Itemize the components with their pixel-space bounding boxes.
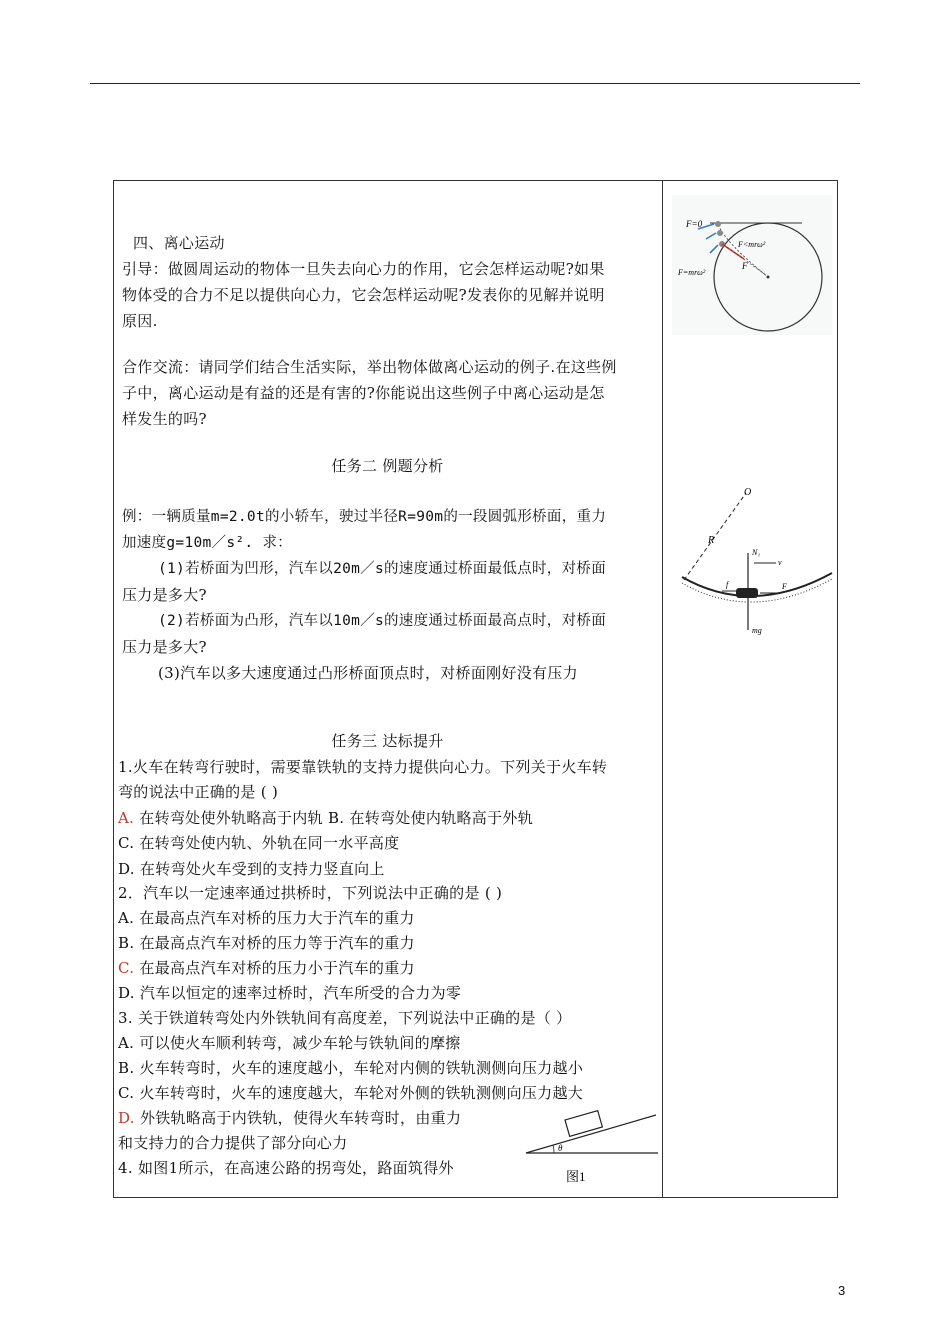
intro-line-1: 引导：做圆周运动的物体一旦失去向心力的作用，它会怎样运动呢?如果 — [122, 260, 605, 278]
coop-line-1: 合作交流：请同学们结合生活实际，举出物体做离心运动的例子.在这些例 — [122, 358, 617, 376]
figure-caption: 图1 — [566, 1169, 586, 1184]
ball-2 — [717, 230, 723, 236]
f0-label: F=0 — [686, 219, 703, 229]
q3-option-a: A. 可以使火车顺利转弯，减少车轮与铁轨间的摩擦 — [118, 1034, 461, 1052]
q3-option-d-cont: 和支持力的合力提供了部分向心力 — [118, 1134, 348, 1152]
intro-line-2: 物体受的合力不足以提供向心力，它会怎样运动呢?发表你的见解并说明 — [122, 286, 605, 304]
incline-figure — [520, 1105, 665, 1185]
example-line-4: 压力是多大? — [122, 586, 207, 604]
q3-option-d — [118, 1108, 461, 1128]
q3-stem: 3. 关于铁道转弯处内外铁轨间有高度差，下列说法中正确的是（ ） — [118, 1009, 572, 1027]
q1-stem-line-2: 弯的说法中正确的是 ( ) — [118, 783, 279, 801]
radius-line — [684, 493, 746, 580]
task3-title: 任务三 达标提升 — [331, 732, 444, 750]
q2-answer-letter: C. — [118, 959, 135, 977]
q2-option-d: D. 汽车以恒定的速率过桥时，汽车所受的合力为零 — [118, 984, 462, 1002]
q3-option-c: C. 火车转弯时，火车的速度越大，车轮对外侧的铁轨测侧向压力越大 — [118, 1084, 584, 1102]
q1-option-a — [118, 808, 533, 828]
q1-option-d: D. 在转弯处火车受到的支持力竖直向上 — [118, 860, 385, 878]
q1-stem-line-1: 1.火车在转弯行驶时，需要靠铁轨的支持力提供向心力。下列关于火车转 — [118, 758, 608, 776]
q3-option-d-text: 外铁轨略高于内铁轨，使得火车转弯时，由重力 — [139, 1109, 462, 1127]
intro-line-3: 原因. — [122, 312, 158, 330]
f-big-label: F — [782, 582, 787, 591]
f-label: F — [742, 261, 748, 271]
example-line-1: 例：一辆质量m=2.0t的小轿车，驶过半径R=90m的一段圆弧形桥面，重力 — [122, 509, 607, 525]
section4-heading: 四、离心运动 — [133, 234, 225, 252]
q1-answer-letter: A. — [118, 809, 135, 827]
q1-option-a-text: 在转弯处使外轨略高于内轨 B. 在转弯处使内轨略高于外轨 — [139, 809, 534, 827]
coop-line-3: 样发生的吗? — [122, 410, 207, 428]
q3-answer-letter: D. — [118, 1109, 135, 1127]
theta-label: θ — [558, 1143, 563, 1153]
center-point — [767, 276, 770, 279]
q2-option-c — [118, 958, 415, 978]
f-less-label: F<mrω² — [738, 240, 766, 249]
car-body — [736, 588, 758, 598]
header-rule — [90, 83, 860, 84]
task2-title: 任务二 例题分析 — [331, 457, 444, 475]
mg-label: mg — [752, 626, 762, 635]
f-eq-label: F=mrω² — [678, 268, 706, 277]
bridge-figure — [672, 485, 837, 645]
example-line-6: 压力是多大? — [122, 638, 207, 656]
page-number: 3 — [838, 1283, 846, 1298]
example-line-7: (3)汽车以多大速度通过凸形桥面顶点时，对桥面刚好没有压力 — [158, 664, 578, 682]
example-line-5: (2)若桥面为凸形，汽车以10m／s的速度通过桥面最高点时，对桥面 — [158, 613, 607, 629]
q3-option-b: B. 火车转弯时，火车的速度越小，车轮对内侧的铁轨测侧向压力越小 — [118, 1059, 584, 1077]
f-small-label: f — [726, 580, 729, 589]
ball-1 — [715, 221, 721, 227]
q2-option-a: A. 在最高点汽车对桥的压力大于汽车的重力 — [118, 909, 415, 927]
q1-option-c: C. 在转弯处使内轨、外轨在同一水平高度 — [118, 834, 400, 852]
n-label: N₁ — [752, 548, 761, 557]
coop-line-2: 子中，离心运动是有益的还是有害的?你能说出这些例子中离心运动是怎 — [122, 384, 605, 402]
r-label: R — [708, 535, 715, 546]
centrifugal-figure — [672, 195, 832, 335]
q4-stem: 4. 如图1所示，在高速公路的拐弯处，路面筑得外 — [118, 1159, 454, 1177]
v-label: v — [778, 558, 782, 567]
example-line-2: 加速度g=10m／s². 求： — [122, 535, 293, 551]
o-label: O — [744, 487, 752, 498]
table-column-divider — [662, 180, 663, 1198]
q2-option-b: B. 在最高点汽车对桥的压力等于汽车的重力 — [118, 934, 415, 952]
q2-stem: 2．汽车以一定速率通过拱桥时，下列说法中正确的是 ( ) — [118, 884, 503, 902]
example-line-3: (1)若桥面为凹形，汽车以20m／s的速度通过桥面最低点时，对桥面 — [158, 561, 607, 577]
q2-option-c-text: 在最高点汽车对桥的压力小于汽车的重力 — [139, 959, 415, 977]
angle-arc — [553, 1145, 554, 1153]
